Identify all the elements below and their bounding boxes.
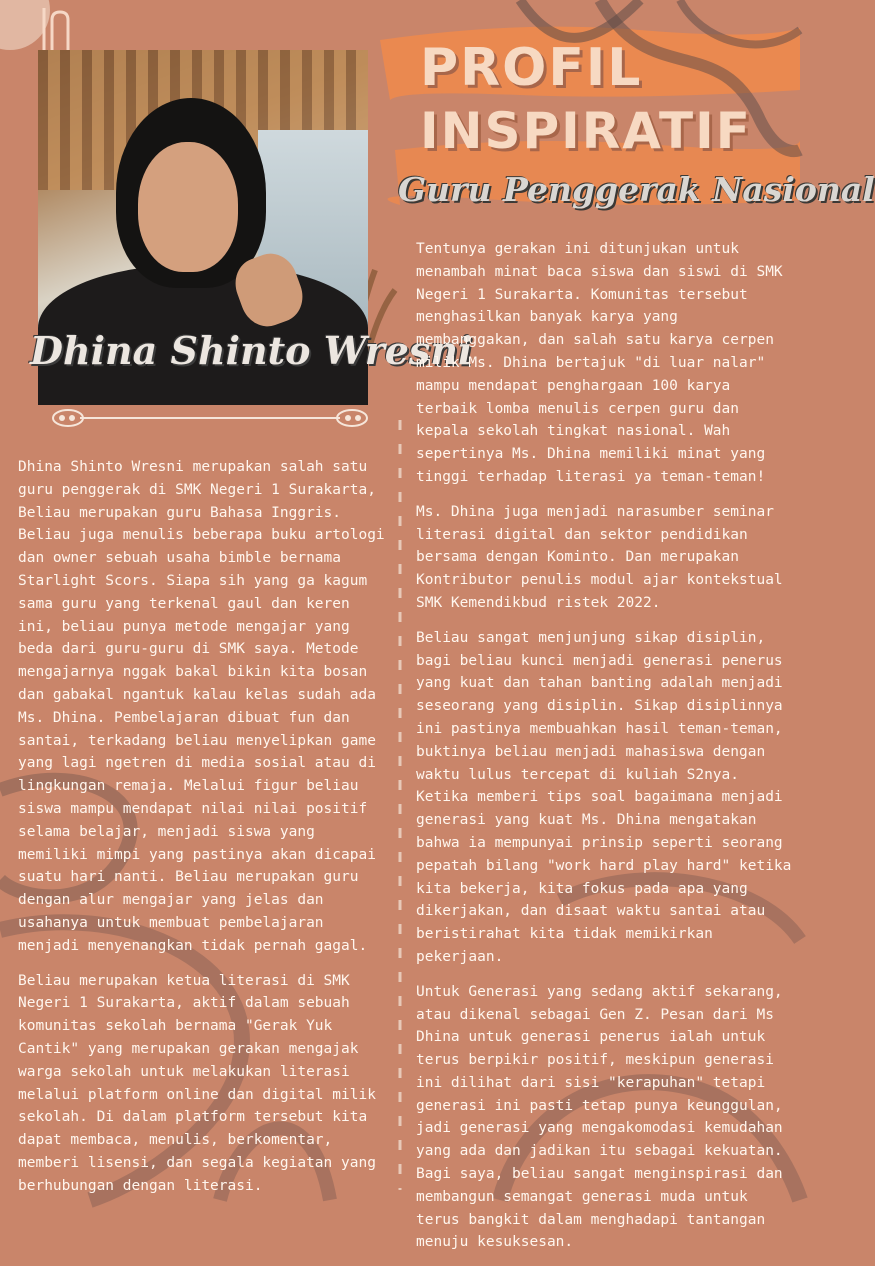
paragraph: Ms. Dhina juga menjadi narasumber seminar literasi digital dan sektor pendidikan bersama dengan Kominto. Dan merupakan Kontributor penulis modul ajar kontekstual SMK Kemendikbud ristek 2022. bbox=[416, 503, 783, 611]
profile-name: Dhina Shinto Wresni bbox=[30, 328, 473, 373]
left-column bbox=[18, 456, 390, 1210]
subtitle: Guru Penggerak Nasional bbox=[398, 170, 875, 209]
right-column bbox=[416, 238, 796, 1266]
paragraph: Untuk Generasi yang sedang aktif sekarang, atau dikenal sebagai Gen Z. Pesan dari Ms Dhina untuk generasi penerus ialah untuk terus berpikir positif, meskipun generasi ini dilihat dari sisi "kerapuhan" tetapi generasi ini pasti tetap punya keunggulan, jadi generasi yang mengakomodasi kemudahan yang ada dan jadikan itu sebagai kekuatan. Bagi saya, beliau sangat menginspirasi dan membangun semangat generasi muda untuk terus bangkit dalam menghadapi tantangan menuju kesuksesan. bbox=[416, 983, 783, 1251]
title-profil: PROFIL bbox=[420, 38, 643, 98]
divider-ornament bbox=[50, 406, 370, 430]
paragraph: Tentunya gerakan ini ditunjukan untuk menambah minat baca siswa dan siswi di SMK Negeri 1 Surakarta. Komunitas tersebut menghasilkan banyak karya yang membanggakan, dan salah satu karya cerpen milik Ms. Dhina bertajuk "di luar nalar" mampu mendapat penghargaan 100 karya terbaik lomba menulis cerpen guru dan kepala sekolah tingkat nasional. Wah sepertinya Ms. Dhina memiliki minat yang tinggi terhadap literasi ya teman-teman! bbox=[416, 241, 783, 485]
paragraph: Dhina Shinto Wresni merupakan salah satu guru penggerak di SMK Negeri 1 Surakarta, Beliau merupakan guru Bahasa Inggris. Beliau juga menulis beberapa buku artologi dan owner sebuah usaha bimble bernama Starlight Scors. Siapa sih yang ga kagum sama guru yang terkenal gaul dan keren ini, beliau punya metode mengajar yang beda dari guru-guru di SMK saya. Metode mengajarnya nggak bakal bikin kita bosan dan gabakal ngantuk kalau kelas sudah ada Ms. Dhina. Pembelajaran dibuat fun dan santai, terkadang beliau menyelipkan game yang lagi ngetren di media sosial atau di lingkungan remaja. Melalui figur beliau siswa mampu mendapat nilai nilai positif selama belajar, menjadi siswa yang memiliki mimpi yang pastinya akan dicapai suatu hari nanti. Beliau merupakan guru dengan alur mengajar yang jelas dan usahanya untuk membuat pembelajaran menjadi menyenangkan tidak pernah gagal. bbox=[18, 459, 385, 954]
paragraph: Beliau sangat menjunjung sikap disiplin, bagi beliau kunci menjadi generasi penerus yang kuat dan tahan banting adalah menjadi seseorang yang disiplin. Sikap disiplinnya ini pastinya membuahkan hasil teman-teman, buktinya beliau menjadi mahasiswa dengan waktu lulus tercepat di kuliah S2nya. Ketika memberi tips soal bagaimana menjadi generasi yang kuat Ms. Dhina mengatakan bahwa ia mempunyai prinsip seperti seorang pepatah bilang "work hard play hard" ketika kita bekerja, kita fokus pada apa yang dikerjakan, dan disaat waktu santai atau beristirahat kita tidak memikirkan pekerjaan. bbox=[416, 629, 792, 965]
title-inspiratif: INSPIRATIF bbox=[420, 102, 752, 160]
photo-face bbox=[138, 142, 238, 272]
paragraph: Beliau merupakan ketua literasi di SMK Negeri 1 Surakarta, aktif dalam sebuah komunitas sekolah bernama "Gerak Yuk Cantik" yang merupakan gerakan mengajak warga sekolah untuk melakukan literasi melalui platform online dan digital milik sekolah. Di dalam platform tersebut kita dapat membaca, menulis, berkomentar, memberi lisensi, dan segala kegiatan yang berhubungan dengan literasi. bbox=[18, 972, 376, 1194]
